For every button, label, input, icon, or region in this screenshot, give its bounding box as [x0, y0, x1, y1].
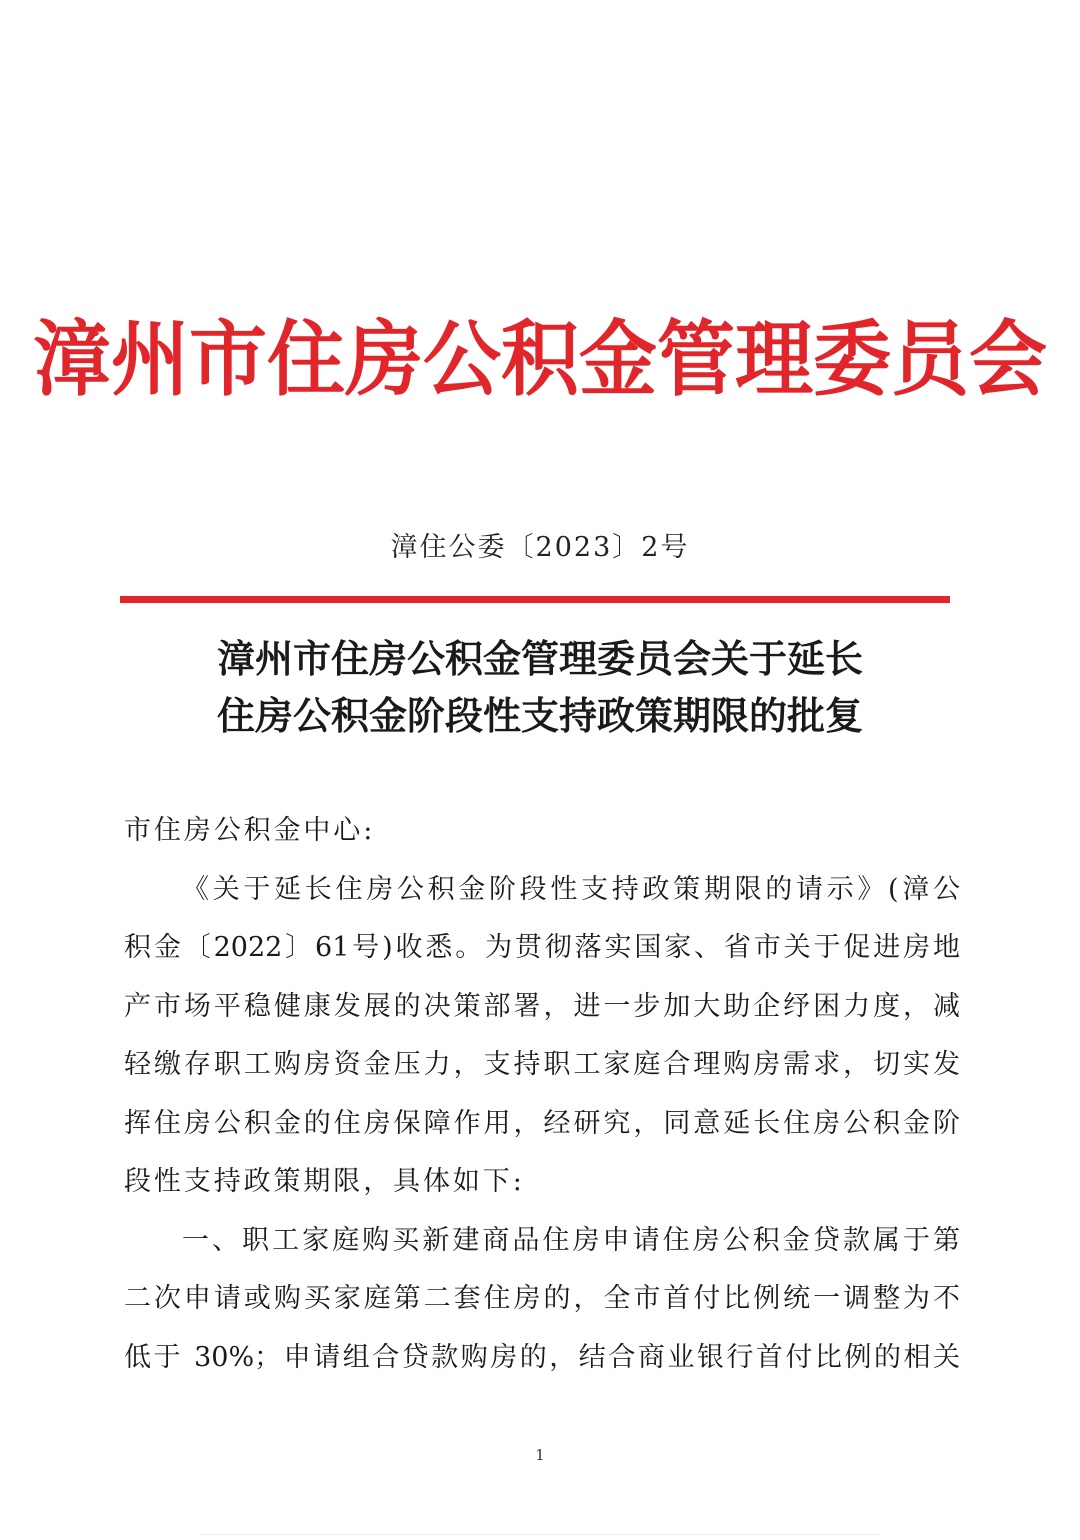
title-line-2: 住房公积金阶段性支持政策期限的批复 [216, 693, 863, 738]
body-line: 低于 30%；申请组合贷款购房的，结合商业银行首付比例的相关 [124, 1341, 960, 1373]
document-title [0, 630, 1080, 744]
title-line-1: 漳州市住房公积金管理委员会关于延长 [216, 636, 863, 681]
issuing-authority-masthead: 漳州市住房公积金管理委员会 [32, 311, 1047, 408]
body-line: 《关于延长住房公积金阶段性支持政策期限的请示》(漳公 [182, 873, 960, 905]
body-line: 产市场平稳健康发展的决策部署，进一步加大助企纾困力度，减 [124, 990, 960, 1022]
red-divider-line [120, 596, 950, 603]
body-line: 段性支持政策期限，具体如下: [124, 1166, 525, 1197]
body-line: 二次申请或购买家庭第二套住房的，全市首付比例统一调整为不 [124, 1283, 960, 1314]
salutation: 市住房公积金中心: [124, 815, 376, 846]
body-line: 一、职工家庭购买新建商品住房申请住房公积金贷款属于第 [182, 1224, 960, 1256]
body-line: 积金〔2022〕61号)收悉。为贯彻落实国家、省市关于促进房地 [124, 932, 960, 963]
body-line: 挥住房公积金的住房保障作用，经研究，同意延长住房公积金阶 [124, 1107, 960, 1139]
body-line: 轻缴存职工购房资金压力，支持职工家庭合理购房需求，切实发 [124, 1049, 960, 1080]
document-body [124, 802, 960, 1387]
footer-rule [200, 1534, 880, 1535]
document-number: 漳住公委〔2023〕2号 [390, 532, 690, 563]
page-number: 1 [535, 1446, 545, 1464]
